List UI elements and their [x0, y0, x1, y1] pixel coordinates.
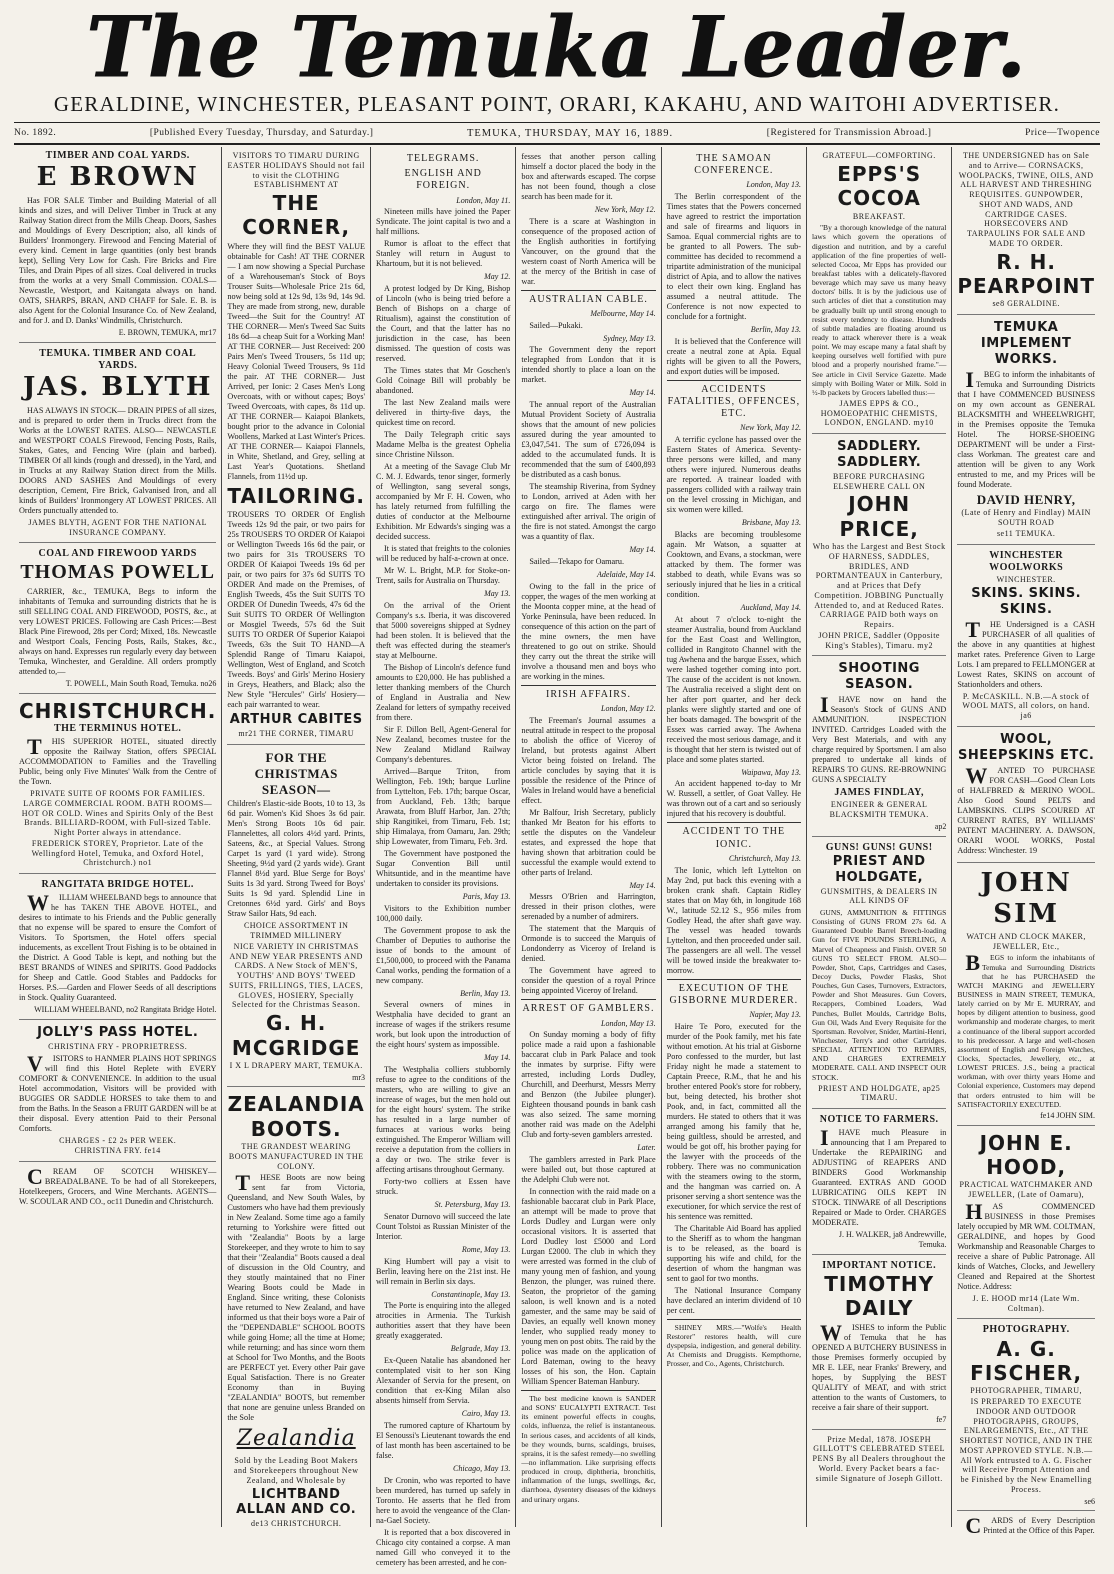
- section-heading: THE SAMOAN CONFERENCE.: [694, 153, 774, 177]
- ad-jollys-pass-hotel: [19, 1025, 216, 1162]
- ad-body: Has FOR SALE Timber and Building Material of all kinds and sizes, and will Deliver Timber in Truck at any Railway Station direct from the Mills Cheap. Doors, Sashes and Mouldings of Every Description; also, all kinds of Builders' Ironmongery. Firewood and Fencing Material of every kind. Cement in large quantities (only best brands kept), Selling Very Low for Cash. Fire Bricks and Fire Tiles, and Drain Pipes of all sizes. Coal delivered in trucks from the works at a very Small Commission. COALS—Newcastle, Westport, and Kaitangata always on hand. OATS, SHARPS, BRAN, AND CHAFF for Sale. E. B. is also Agent for the Colonial Insurance Co. of New Zealand, and for J. and D. Danks' Windmills, Christchurch.: [19, 195, 217, 325]
- health-advertisement: SHINEY MRS.—"Wolfe's Health Restorer" restores health, will cure dyspepsia, indigestion, and general debility. At Chemists and Druggists. Kempthorne, Prosser, and Co., Agents, Christchurch.: [666, 1322, 801, 1369]
- divider: [667, 1319, 801, 1320]
- issue-info-bar: [14, 122, 1100, 145]
- news-paragraph: Blacks are becoming troublesome again. Mr Watson, a squatter at Cooktown, and Evans, a stockman, were attacked by them. The former was stabbed to death, while Evans was so seriously injured that he lies in a critical condition.: [666, 529, 801, 599]
- news-paragraph: Mr W. L. Bright, M.P. for Stoke-on-Trent, sails for Australia on Thursday.: [376, 566, 511, 586]
- news-paragraph: Owing to the fall in the price of copper, the wages of the men working at the Moonta copper mine, at the head of Yorke Peninsula, have been reduced. In consequence of this action on the part of the mine owners, the men have threatened to go out on strike. Should they carry out the threat the strike will involve a thousand men and boys who are working in the mines.: [521, 581, 656, 681]
- ad-signature: JOHN PRICE, Saddler (Opposite King's Stables), Timaru. my2: [818, 630, 940, 650]
- ad-body: WILLIAM WHEELBAND begs to announce that he has TAKEN THE ABOVE HOTEL, and desires to intimate to his Friends and the Public generally that no expense will be spared to ensure the Comfort of Visitors. To Sportsmen, the Hotel offers special inducements, as excellent Trout Fishing is to be obtained in the District. A Good Table is kept, and nothing but the BEST BRANDS of WINES and SPIRITS. Good Paddocks for Sheep and Cattle. Good Stables and Paddocks for Horses. P.S.—Garden and Flower Seeds of all descriptions in Stock. Quality Guaranteed.: [19, 890, 217, 1003]
- column-5: [662, 147, 807, 1527]
- ad-scotch-whiskey: [19, 1164, 217, 1213]
- ad-signature: FREDERICK STOREY, Proprietor. Late of the Wellingford Hotel, Temuka, and Oxford Hotel, Christchurch.) no1: [31, 838, 204, 868]
- ad-priest-and-holdgate: [812, 842, 946, 1110]
- section-heading: IRISH AFFAIRS.: [546, 688, 631, 700]
- ad-signature: JAMES EPPS & CO., HOMOEOPATHIC CHEMISTS, LONDON, ENGLAND. my10: [820, 398, 938, 428]
- news-paragraph: The Porte is enquiring into the alleged atrocities in Armenia. The Turkish authorities assert that they have been greatly exaggerated.: [376, 1301, 511, 1341]
- ad-signature: CHRISTINA FRY. fe14: [74, 1146, 161, 1156]
- section-heading: AUSTRALIAN CABLE.: [529, 293, 648, 305]
- ad-subheading: GUNSMITHS, & DEALERS IN ALL KINDS OF: [820, 886, 938, 906]
- ad-heading: WINCHESTER WOOLWORKS: [989, 549, 1064, 573]
- news-paragraph: An accident happened to-day to Mr W. Russell, a settler, of Goat Valley. He was thrown out of a cart and so seriously injured that his recovery is doubtful.: [666, 779, 801, 819]
- ad-body: WISHES to inform the Public of Temuka that he has OPENED A BUTCHERY BUSINESS in those Premises formerly occupied by MR E. LEE, near Franks' Brewery, and hopes, by Supplying the BEST QUALITY of MEAT, and with strict attention to the wants of Customers, to receive a fair share of their support.: [812, 1319, 947, 1412]
- publication-schedule: [Published Every Tuesday, Thursday, and Saturday.]: [149, 128, 374, 138]
- ad-body: THE Undersigned is a CASH PURCHASER of all qualities of the above in any quantities at highest market rates. Preference Given to Large Lots. I am prepared to FELLMONGER at Lowest Rates, SKINS on account of Stationholders and others.: [957, 616, 1095, 689]
- ad-wool-sheepskins: [957, 732, 1095, 863]
- ad-intro: GRATEFUL—COMFORTING.: [822, 151, 936, 160]
- news-paragraph: Messrs O'Brien and Harrington, dressed in their prison clothes, were serenaded by a number of admirers.: [521, 892, 656, 922]
- news-paragraph: A protest lodged by Dr King, Bishop of Lincoln (who is being tried before a Bench of Bishops on a charge of Ritualism), against the constitution of the Court, and that the latter has no jurisdiction in the case, has been dismissed. The question of costs was reserved.: [376, 284, 511, 364]
- ad-address: ENGINEER & GENERAL BLACKSMITH TEMUKA.: [829, 800, 929, 820]
- ad-body: CARRIER, &c., TEMUKA, Begs to inform the inhabitants of Temuka and surrounding districts that he is still SELLING COAL AND FIREWOOD, POSTS, &c., at very LOWEST PRICES. Following are Cash Prices:—Best Black Pine Firewood, 28s per Cord; Mixed, 18s. Newcastle and Westport Coals, Fencing Posts, Rails, Stakes, &c., always on hand. Expresses run regularly every day between Temuka, Winchester, and Geraldine. All orders promptly attended to,—: [19, 586, 217, 676]
- news-paragraph: Visitors to the Exhibition number 100,000 daily.: [376, 903, 511, 923]
- ad-subheading: PHOTOGRAPHER, TIMARU,: [970, 1386, 1083, 1396]
- advertiser-name: DAVID HENRY,: [976, 491, 1076, 507]
- ad-heading: JOLLY'S PASS HOTEL.: [37, 1025, 199, 1041]
- advertiser-name: PRIEST AND HOLDGATE,: [832, 853, 926, 885]
- news-paragraph: Arrived—Barque Triton, from Wellington, Feb. 19th; barque Lurline from Lyttelton, Feb. 17th; barque Oscar, from Auckland, Feb. 13th; barque Arawata, from Bluff Harbor, Jan. 27th; ship Rangitikei, from Timaru, Feb. 1st; ship Himalaya, from Oamaru, Jan. 29th; ship Lowewater, from Timaru, Feb. 3rd.: [376, 766, 511, 846]
- dateline: Brisbane, May 13.: [741, 518, 801, 528]
- divider: [521, 685, 655, 686]
- dateline: Adelaide, May 14.: [597, 569, 656, 579]
- ad-address: I X L DRAPERY MART, TEMUKA.: [229, 1060, 363, 1070]
- ad-john-sim: [957, 868, 1095, 1126]
- news-paragraph: The Freeman's Journal assumes a neutral attitude in respect to the proposal to abolish the office of Viceroy of Ireland, but protests against Albert Victor being foisted on Ireland. The article concludes by saying that it is possible the residence of the Prince of Wales in Ireland would have a beneficial effect.: [521, 715, 656, 805]
- divider: [667, 979, 801, 980]
- ad-heading: FOR THE CHRISTMAS SEASON—: [254, 749, 338, 797]
- dateline: Paris, May 13.: [462, 891, 511, 901]
- column-2: [222, 147, 371, 1527]
- ad-signature: T. POWELL, Main South Road, Temuka. no26: [65, 678, 217, 688]
- news-paragraph: Haire Te Poro, executed for the murder of the Pook family, met his fate without emotion. At his trial at Gisborne Poro confessed to the murder, but last Friday night he made a statement to Captain Preece, R.M., that he and his brother entered Pook's store for robbery, but, being detected, his brother shot Pook, and, in fact, committed all the murders. He stated to others that it was arranged among his family that he, being guiltless, should be arrested, and would be got off, his brother paying for the lawyer with the proceeds of the robbery. There was no communication with the steamers owing to the storm, and the hangman was carried on. A prisoner serving a short sentence was the executioner, for which service the rest of his sentence was remitted.: [666, 1021, 801, 1221]
- dateline: Waipawa, May 13.: [741, 767, 801, 777]
- advertiser-name: JOHN SIM: [980, 867, 1072, 930]
- advertiser-name: LICHTBAND ALLAN AND CO.: [236, 1486, 357, 1518]
- issue-price: Price—Twopence: [1025, 128, 1100, 138]
- column-6: [807, 147, 952, 1527]
- dateline: London, May 13.: [746, 180, 801, 190]
- ad-body: IHAVE now on hand the Season's Stock of GUNS AND AMMUNITION. INSPECTION INVITED. Cartridges Loaded with the Very Best Materials, and with any charge required by Sportsmen. I am also prepared to undertake all kinds of REPAIRS TO GUNS. RE-BROWNING GUNS A SPECIALTY: [812, 692, 947, 785]
- ad-heading: WOOL, SHEEPSKINS ETC.: [958, 731, 1095, 763]
- ad-signature: WILLIAM WHEELBAND, no2 Rangitata Bridge Hotel.: [34, 1005, 217, 1015]
- ad-body-novelty: NICE VARIETY IN CHRISTMAS AND NEW YEAR PRESENTS AND CARDS. A New Stock of MEN'S, YOUTHS' AND BOYS' TWEED SUITS, FRILLINGS, TIES, LACES, GLOVES, HOSIERY, Specially Selected for the Christmas Season.: [229, 941, 364, 1010]
- dateline: New York, May 12.: [594, 205, 656, 214]
- dateline: Melbourne, May 14.: [590, 308, 656, 318]
- advertiser-name: JOHN E. HOOD,: [979, 1130, 1073, 1179]
- dateline: May 14.: [629, 880, 656, 890]
- column-4: [516, 147, 661, 1527]
- telegrams-section: [376, 153, 510, 1574]
- ad-subheading: TAILORING.: [227, 483, 366, 508]
- ad-notice-to-farmers: [812, 1114, 946, 1255]
- ad-heading: COAL AND FIREWOOD YARDS: [38, 548, 197, 560]
- dateline: May 13.: [484, 589, 511, 599]
- ad-signature: mr21 THE CORNER, TIMARU: [238, 729, 355, 739]
- ad-printing-cards: [957, 1513, 1095, 1542]
- divider: [667, 380, 801, 381]
- ad-signature: JAMES BLYTH, AGENT FOR THE NATIONAL INSURANCE COMPANY.: [28, 517, 207, 537]
- news-paragraph: It is believed that the Conference will create a neutral zone at Apia. Equal rights will be given to all the Powers, and export duties will be imposed.: [666, 336, 801, 376]
- dateline: Belgrade, May 13.: [450, 1344, 511, 1354]
- ad-signature: de13 CHRISTCHURCH.: [251, 1519, 342, 1529]
- news-paragraph: The Berlin correspondent of the Times states that the Powers concerned have agreed to restrict the importation and sale of firearms and liquors in Samoa. Equal commercial rights are to be granted to all Powers. The sub-committee has decided to recommend a tripartite administration of the municipal district of Apia, and to allow the natives to elect their own king. England has assumed a neutral attitude. The Conference is not now expected to conclude for a fortnight.: [666, 192, 801, 322]
- ad-signature: se11 TEMUKA.: [996, 528, 1056, 538]
- advertiser-name: JOHN PRICE,: [839, 492, 919, 541]
- news-paragraph: It is reported that a box discovered in Chicago city contained a corpse. A man named Gill who conveyed it to the cemetery has been arrested, and he con-: [376, 1527, 511, 1567]
- news-paragraph: Sir F. Dillon Bell, Agent-General for New Zealand, becomes trustee for the New Zealand Midland Railway Company's debentures.: [376, 724, 511, 764]
- ad-heading: ZEALANDIA BOOTS.: [227, 1092, 365, 1141]
- ad-body: Where they will find the BEST VALUE obtainable for Cash! AT THE CORNER— I am now showing a Special Purchase of a Warehouseman's Stock of Boys Trouser Suits—Wholesale Price 21s 6d, now being sold at 12s 9d, 13s 9d, 14s 9d. They are made from strong, new, durable Tweed—the Suit for the Country! AT THE CORNER— Men's Tweed Sac Suits 18s 6d—a cheap Suit for a Working Man! AT THE CORNER— Just Received: 200 Pairs Men's Tweed Trousers, 5s 11d up; Heavy Colonial Tweed Trousers, 9s 11d the pair. AT THE CORNER— Just Arrived, per Ionic: 2 Cases Men's Long Overcoats, with or without capes; Boys' Tweed Overcoats, with capes, 8s 11d up. AT THE CORNER— Kaiapoi Blankets, bought prior to the advance in Colonial Woollens, Marked at Last Winter's Prices. AT THE CORNER— Kaiapoi Flannels, in White, Shetland, and Grey, selling at Last Year's Quotations. Shetland Flannels, from 11½d up.: [227, 241, 366, 481]
- news-paragraph: The Government have postponed the Sugar Convention Bill until Whitsuntide, and in the meantime have undertaken to consider its provisions.: [376, 848, 511, 888]
- ad-sold-by: Sold by the Leading Boot Makers and Storekeepers throughout New Zealand, and Wholesale by: [233, 1456, 359, 1485]
- ad-subheading: THE GRANDEST WEARING BOOTS MANUFACTURED IN THE COLONY.: [228, 1142, 364, 1171]
- ad-body: HAS ALWAYS IN STOCK— DRAIN PIPES of all sizes, and is prepared to order them in Trucks direct from the Works at the LOWEST RATES. ALSO— NEWCASTLE and WESTPORT COALS Firewood, Fencing Posts, Rails, Stakes, Gates, and Fencing Wire (plain and barbed). TIMBER Of all kinds (rough and dressed), in the Yard, and in Trucks at any Railway Station direct from the Mills. DOORS AND SASHES And Mouldings of every description, Cement, Fire Brick, Galvanised Iron, and all kinds of Builders' Ironmongery AT LOWEST PRICES. All Orders punctually attended to.: [19, 405, 217, 515]
- ad-body: CARDS of Every Description Printed at the Office of this Paper.: [965, 1513, 1095, 1539]
- ad-woolworks: [957, 550, 1095, 727]
- section-heading: TELEGRAMS.: [406, 153, 480, 164]
- news-paragraph: The Westphalia colliers stubbornly refuse to agree to the conditions of the masters, who are willing to give an increase of wages, but the men hold out for the eight hours' system. The strike has resulted in a large number of furnaces at various works being extinguished. The Emperor William will receive a deputation from the colliers in a day or two. The strike fever is affecting artisans throughout Germany.: [376, 1065, 511, 1175]
- dateline: Auckland, May 14.: [740, 602, 801, 612]
- divider: [521, 290, 655, 291]
- ad-heading: THE CORNER,: [242, 191, 351, 240]
- news-paragraph: Several owners of mines in Westphalia have decided to grant an increase of wages if the strikers resume work, but look upon the introduction of the eight hours' system as impossible.: [376, 1000, 511, 1050]
- news-paragraph: At a meeting of the Savage Club Mr C. M. J. Edwards, tenor singer, formerly of Wellington, sang several songs, accompanied by Mr F. H. Cowen, who has lately returned from fulfilling the duties of conductor at the Melbourne Exhibition. Mr Edwards's singing was a decided success.: [376, 462, 511, 542]
- ad-thomas-powell: [19, 548, 216, 693]
- dateline: May 14.: [629, 545, 656, 555]
- ad-heading: TEMUKA. TIMBER AND COAL YARDS.: [39, 347, 197, 371]
- ad-body: THE UNDERSIGNED has on Sale and to Arrive— CORNSACKS, WOOLPACKS, TWINE, OILS, AND ALL HARVEST AND THRESHING REQUISITES. GUNPOWDER, SHOT AND WADS, AND CARTRIDGE CASES. HORSECOVERS AND TARPAULINS FOR SALE AND MADE TO ORDER.: [958, 151, 1094, 248]
- masthead: [14, 0, 1100, 97]
- ad-signature: J. H. WALKER, ja8 Andrewville, Temuka.: [838, 1230, 947, 1250]
- advertiser-name: A. G. FISCHER,: [970, 1336, 1083, 1385]
- advertiser-name: JAMES FINDLAY,: [834, 787, 924, 799]
- ad-heading: SADDLERY. SADDLERY.: [837, 439, 922, 471]
- ad-signature: P. McCASKILL. N.B.—A stock of WOOL MATS, all colors, on hand. ja6: [962, 691, 1090, 721]
- ad-subheading: CHOICE ASSORTMENT IN TRIMMED MILLINERY: [243, 921, 349, 941]
- ad-subheading: PRACTICAL WATCHMAKER AND JEWELLER, (Late of Oamaru),: [959, 1180, 1093, 1200]
- newspaper-subtitle: GERALDINE, WINCHESTER, PLEASANT POINT, ORARI, KAKAHU, AND WAITOHI ADVERTISER.: [53, 92, 1061, 116]
- ad-body: Who has the Largest and Best Stock OF HARNESS, SADDLES, BRIDLES, AND PORTMANTEAUX in Canterbury, and at Prices that Defy Competition. JOBBING Punctually Attended to, and at Reduced Rates. CARRIAGE PAID both ways on Repairs.: [812, 542, 946, 630]
- news-paragraph: On Sunday morning a body of fifty police made a raid upon a fashionable baccarat club in Park Palace and took the inmates by surprise. Fifty were arrested, including Lords Dudley, Churchill, and Deerhurst, Messrs Merry and Benzon (the Jubilee plunger). Eighteen thousand pounds in bank cash was also seized. The same morning another raid was made on the Adelphi Club and forty-seven gamblers arrested.: [521, 1030, 656, 1140]
- dateline: Rome, May 13.: [461, 1244, 511, 1254]
- news-section: [667, 153, 801, 1374]
- news-paragraph: In connection with the raid made on a fashionable baccarat club in Park Place, an attempt will be made to prove that Lords Dudley and Lurgan were only occasional visitors. It is asserted that Lord Dudley lost £5000 and Lord Lurgan £2000. The club in which they were arrested was formed in the club of many young men of fashion, and young Benzon, the plunger, was ruined there. Seaton, the proprietor of the gaming saloon, is well known and is a noted gamester, and the same may be said of Davies, an equally well known money lender, who supplied ready money to young men on post obits. The raid by the police was made on the application of Lord Bateman, owing to the heavy losses of his son, the Hon. Captain William Spencer Bateman Hanbury.: [521, 1187, 656, 1387]
- dateline: Sydney, May 13.: [603, 333, 656, 343]
- ad-heading: TEMUKA IMPLEMENT WORKS.: [980, 320, 1072, 367]
- ad-terminus-hotel: [19, 699, 216, 875]
- section-subheading: ENGLISH AND FOREIGN.: [404, 168, 482, 192]
- ad-christmas-season: [227, 750, 365, 1088]
- ad-signature: se6: [1084, 1496, 1095, 1506]
- registration-note: [Registered for Transmission Abroad.]: [766, 128, 932, 138]
- advertiser-name: JAS. BLYTH: [22, 372, 213, 403]
- news-paragraph: The Times states that Mr Goschen's Gold Coinage Bill will probably be abandoned.: [376, 366, 511, 396]
- dateline: Later.: [637, 1143, 656, 1153]
- advertiser-name: E BROWN: [36, 162, 199, 193]
- news-paragraph: The Daily Telegraph critic says Madame Melba is the greatest Ophelia since Christine Nilsson.: [376, 430, 511, 460]
- dateline: May 12.: [484, 272, 511, 282]
- ad-address: (Late of Henry and Findlay) MAIN SOUTH ROAD: [961, 508, 1091, 528]
- ad-rangitata-bridge-hotel: [19, 879, 216, 1020]
- advertiser-name: THOMAS POWELL: [20, 561, 216, 584]
- news-paragraph: The Government have agreed to consider the question of a royal Prince being appointed Viceroy of Ireland.: [521, 966, 656, 996]
- dateline: May 14.: [629, 388, 656, 398]
- news-paragraph: Nineteen mills have joined the Paper Syndicate. The joint capital is two and a half millions.: [376, 207, 511, 237]
- ad-john-price-saddlery: [812, 439, 946, 656]
- ad-body: IBEG to inform the inhabitants of Temuka and Surrounding Districts that I have COMMENCED BUSINESS on my own account as GENERAL BLACKSMITH and WHEELWRIGHT, in the Premises opposite the Temuka Hotel. The HORSE-SHOEING DEPARTMENT will be under a First-class Workman. The greatest care and attention will be given to any Work entrusted to me, and my Prices will be found Moderate.: [957, 366, 1095, 489]
- ad-signature: E. BROWN, TEMUKA, mr17: [118, 327, 217, 337]
- news-paragraph: The Government deny the report telegraphed from London that it is intended shortly to place a loan on the market.: [521, 345, 656, 385]
- news-paragraph: Sailed—Tekapo for Oamaru.: [529, 556, 625, 566]
- dateline: Berlin, May 13.: [750, 325, 801, 335]
- divider: [521, 1390, 655, 1391]
- dateline: New York, May 12.: [740, 423, 801, 433]
- ad-features: PRIVATE SUITE OF ROOMS FOR FAMILIES. LARGE COMMERCIAL ROOM. BATH ROOMS—HOT OR COLD. Wines and Spirits Only of the Best Brands. BILLIARD-ROOM, with Full-sized Table. Night Porter always in attendance.: [21, 789, 214, 838]
- news-paragraph: A terrific cyclone has passed over the Eastern States of America. Seventy-three persons were killed, and many others were injured. Numerous deaths are reported. A trainear loaded with passengers collided with a railway train on the level crossing in Michigan, and six women were killed.: [666, 435, 801, 515]
- news-paragraph: Dr Cronin, who was reported to have been murdered, has turned up safely in Toronto. He asserts that he fled from here to avoid the vengeance of the Clan-na-Gael Society.: [376, 1475, 511, 1525]
- ad-body: VISITORS to HANMER PLAINS HOT SPRINGS will find this Hotel Replete with EVERY COMFORT & CONVENIENCE. In addition to the usual Hotel accommodation, Visitors will be provided with BUGGIES OR SADDLE HORSES to take them to and from the Baths. In the Season a FRUIT GARDEN will be at their disposal. Every attention Paid to their Personal Comforts.: [19, 1050, 217, 1133]
- dateline: Napier, May 13.: [749, 1009, 801, 1019]
- column-7: [952, 147, 1100, 1539]
- ad-body: CREAM OF SCOTCH WHISKEY— BREADALBANE. To be had of all Storekeepers, Hotelkeepers, Grocers, and Wine Merchants. AGENTS— W. SCOULAR AND CO., oc11 Dunedin and Christchurch.: [19, 1164, 217, 1207]
- news-paragraph: The annual report of the Australian Mutual Provident Society of Australia shows that the amount of new policies assured during the year amounted to £3,047,541. The sum of £726,094 is added to the accumulated funds. It is recommended that the sum of £400,893 be distributed as a cash bonus.: [521, 400, 656, 480]
- ad-e-brown: [19, 150, 216, 343]
- news-paragraph: Mr Balfour, Irish Secretary, publicly thanked Mr Beaton for his efforts to settle the disputes on the Vandeleur estates, and expressed the hope that having shown that arbitration could be successful the example would extend to other parts of Ireland.: [521, 807, 656, 877]
- column-1: [14, 147, 222, 1527]
- ad-subheading: CHRISTINA FRY - PROPRIETRESS.: [48, 1041, 188, 1051]
- news-paragraph: The Government propose to ask the Chamber of Deputies to authorise the issue of bonds to the amount of £1,500,000, to proceed with the Panama Canal works, pending the formation of a new company.: [376, 925, 511, 985]
- issue-number: No. 1892.: [14, 128, 57, 138]
- ad-intro: VISITORS TO TIMARU DURING EASTER HOLIDAYS Should not fail to visit the CLOTHING ESTABLISHMENT AT: [227, 151, 365, 190]
- ad-signature: fe7: [936, 1414, 947, 1424]
- ad-body: GUNS, AMMUNITION & FITTINGS Consisting of GUNS FROM 27s 6d. A Guaranteed Double Barrel Breech-loading Gun for FIVE POUNDS STERLING, A Marvel of Cheapness and Finish. OVER 50 GUNS TO SELECT FROM. ALSO— Powder, Shot, Caps, Cartridges and Cases, Decoy Ducks, Powder Flasks, Shot Pouches, Gun Cases, Turnovers, Extractors, Powder and Shot Measures. Gun Covers, Recappers, Combined Loaders, Wad Punches, Bullet Moulds, Cartridge Bolts, Gun Oil, Wads And Every Requisite for the Sportsman. Revolver, Snider, Martini-Henri, Winchester, Terry's and other Cartridges. SPECIAL ATTENTION TO REPAIRS, AND CHARGES EXTREMELY MODERATE. CALL AND INSPECT OUR STOCK.: [812, 908, 947, 1082]
- ad-pearpoint: [957, 151, 1095, 315]
- ad-epps-cocoa: [812, 151, 946, 434]
- news-paragraph: The steamship Riverina, from Sydney to London, arrived at Aden with her cargo on fire. The flames were extinguished after arrival. The origin of the fire is not stated. Amongst the cargo was a quantity of flax.: [521, 482, 656, 542]
- ad-body: HAS COMMENCED BUSINESS in those Premises lately occupied by MR WM. COLTMAN, GERALDINE, and hopes by Good Workmanship and Reasonable Charges to receive a share of Public Patronage. All kinds of Watches, Clocks, and Jewellery Cleaned and Repaired at the Shortest Notice. Address:: [957, 1198, 1095, 1291]
- ad-zealandia-boots: [227, 1092, 365, 1534]
- news-paragraph: On the arrival of the Orient Company's s.s. Iberia, it was discovered that 5000 sovereigns shipped at Sydney had been stolen. It is believed that the theft was effected during the steamer's stay at Melbourne.: [376, 600, 511, 660]
- news-paragraph: Sailed—Pukaki.: [529, 320, 583, 330]
- ad-signature: PRIEST AND HOLDGATE, ap25 TIMARU.: [818, 1083, 941, 1103]
- ad-charges: CHARGES - £2 2s PER WEEK.: [59, 1135, 177, 1145]
- ad-heading: CHRISTCHURCH.: [19, 698, 217, 723]
- dateline: Cairo, May 13.: [461, 1409, 511, 1419]
- ad-body: IS PREPARED TO EXECUTE INDOOR AND OUTDOOR PHOTOGRAPHS, GROUPS, ENLARGEMENTS, Etc., AT THE SHORTEST NOTICE, AND IN THE MOST APPROVED STYLE. N.B.—All Work entrusted to A. G. Fischer will Receive Prompt Attention and be Finished by the New Enamelling Process.: [959, 1397, 1093, 1494]
- news-paragraph: The Charitable Aid Board has applied to the Sheriff as to whom the hangman is to be released, as the board is supporting his wife and child, for the desertion of whom the hangman was sent to gaol for two months.: [666, 1223, 801, 1283]
- section-heading: ARREST OF GAMBLERS.: [522, 1003, 655, 1015]
- ad-heading: NOTICE TO FARMERS.: [819, 1114, 939, 1126]
- news-continued: [521, 152, 655, 1510]
- ad-body: THIS SUPERIOR HOTEL, situated directly opposite the Railway Station, offers SPECIAL ACCOMMODATION to Families and the Travelling Public, being only Five Minutes' Walk from the Centre of the Town.: [19, 734, 217, 787]
- ad-shooting-season: [812, 661, 946, 836]
- divider: [521, 999, 655, 1000]
- news-paragraph: King Humbert will pay a visit to Berlin, leaving here on the 21st inst. He will remain in Berlin six days.: [376, 1256, 511, 1286]
- ad-body-tailoring: TROUSERS TO ORDER Of English Tweeds 12s 9d the pair, or two pairs for 25s TROUSERS TO ORDER Of Kaiapoi or Wellington Tweeds 16s 6d the pair, or two pairs for 31s TROUSERS TO ORDER Of Kaiapoi Tweeds 19s 6d per pair, or two pairs for 37s 6d SUITS TO ORDER And made on the Premises, of English Tweeds, 45s the Suit SUITS TO ORDER Of Dunedin Tweeds, 47s 6d the Suit SUITS TO ORDER Of Wellington or Mosgiel Tweeds, 57s 6d the Suit SUITS TO ORDER Of Superior Kaiapoi Tweeds, 63s the Suit TO HAND—A Splendid Range of Timaru Kaiapoi, Wellington, West of England, and Scotch Tweeds. Boys' and Girls' Merino Hosiery in Greys, Heathers, and Black; also the New Style "Hercules" Girls' Hosiery—each pair warranted to wear.: [227, 510, 366, 710]
- ad-body: IHAVE much Pleasure in announcing that I am Prepared to Undertake the REPAIRING and ADJUSTING of REAPERS AND BINDERS Good Workmanship Guaranteed. EXTRAS AND GOOD LUBRICATING OILS KEPT IN STOCK. TINWARE of all Descriptions Repaired or Made to Order. CHARGES MODERATE.: [812, 1125, 947, 1228]
- ad-heading: PHOTOGRAPHY.: [982, 1324, 1070, 1336]
- ad-timothy-daily: [812, 1260, 946, 1430]
- dateline: Christchurch, May 13.: [728, 853, 801, 863]
- news-paragraph: At about 7 o'clock to-night the steamer Australia, bound from Auckland for the East Coast and Wellington, collided in Rangitoto Channel with the tug Awhena and the barque Essex, which were lashed together coming into port. The cause of the accident is not known. The Australia received a slight dent on her after port quarter, and her deck planks were slightly started and one of her boats damaged. The bowsprit of the Essex was carried away. The Awhena received the most serious damage, and it is thought that her stern is twisted out of place and some plates started.: [666, 614, 801, 764]
- dateline: Constantinople, May 13.: [431, 1289, 511, 1299]
- ad-subheading: BREAKFAST.: [852, 211, 906, 221]
- news-paragraph: The gamblers arrested in Park Place were bailed out, but those captured at the Adelphi Club were not.: [521, 1155, 656, 1185]
- ad-heading: SHOOTING SEASON.: [838, 661, 920, 693]
- news-paragraph: The statement that the Marquis of Ormonde is to succeed the Marquis of Londonderry as Viceroy of Ireland is denied.: [521, 924, 656, 964]
- ad-body: BEGS to inform the inhabitants of Temuka and Surrounding Districts that he has PURCHASED the WATCH MAKING and JEWELLERY BUSINESS in MAIN STREET, TEMUKA, lately carried on by Mr E. MURRAY, and hopes by diligent attention to business, good workmanship and moderate charges, to merit a continuance of the liberal support accorded to his predecessor. A large and well-chosen assortment of English and Foreign Watches, Clocks, Spectacles, Jewellery, etc., at LOWEST PRICES. J.S., being a practical workman, with over thirty years Home and Colonial experience, Customers may depend that orders entrusted to him will be SATISFACTORILY EXECUTED.: [957, 950, 1095, 1109]
- issue-date: TEMUKA, THURSDAY, MAY 16, 1889.: [466, 127, 674, 139]
- news-paragraph: Forty-two colliers at Essen have struck.: [376, 1177, 511, 1197]
- ad-photography: [957, 1324, 1095, 1511]
- news-paragraph: Senator Durnovo will succeed the late Count Tolstoi as Russian Minister of the Interior.: [376, 1211, 511, 1241]
- ad-body: "By a thorough knowledge of the natural laws which govern the operations of digestion and nutrition, and by a careful application of the fine properties of well-selected Cocoa, Mr Epps has provided our breakfast tables with a delicately-flavored beverage which may save us many heavy doctors' bills. It is by the judicious use of such articles of diet that a constitution may be gradually built up until strong enough to resist every tendency to disease. Hundreds of subtle maladies are floating around us ready to attack wherever there is a weak point. We may escape many a fatal shaft by keeping ourselves well fortified with pure blood and a properly nourished frame."—See article in Civil Service Gazette. Made simply with Boiling Water or Milk. Sold in ½-lb packets by Grocers labelled thus:—: [812, 223, 947, 397]
- ad-signature: ap2: [934, 821, 947, 831]
- ad-headline: SKINS. SKINS. SKINS.: [971, 585, 1082, 617]
- article-columns: [14, 147, 1100, 1567]
- dateline: St. Petersburg, May 13.: [434, 1200, 511, 1210]
- dateline: London, May 12.: [601, 703, 656, 713]
- news-paragraph: It is stated that freights to the colonies will be reduced by half-a-crown at once.: [376, 544, 511, 564]
- dateline: London, May 11.: [456, 195, 511, 205]
- ad-the-corner: [227, 151, 365, 745]
- section-heading: ACCIDENTS FATALITIES, OFFENCES, ETC.: [667, 383, 801, 420]
- news-paragraph: fesses that another person calling himself a doctor placed the body in the box and afterwards escaped. The corpse has not been found, though a close search has been made for it.: [521, 152, 656, 201]
- ad-intro: BEFORE PURCHASING ELSEWHERE CALL ON: [833, 471, 926, 491]
- column-3: [371, 147, 516, 1567]
- ad-body: WANTED TO PURCHASE FOR CASH—Good Clean Lots of HALFBRED & MERINO WOOL. Also Good Sound PELTS and LAMBSKINS. CLIPS SCOURED AT CURRENT RATES, BY WILLIAMS' PATENT MACHINERY. A. DAWSON, ORARI WOOL WORKS, Postal Address: Winchester. 19: [957, 762, 1095, 855]
- news-paragraph: Ex-Queen Natalie has abandoned her contemplated visit to her son King Alexander of Servia for the present, on condition that ex-King Milan also absents himself from Servia.: [376, 1356, 511, 1406]
- ad-body: THESE Boots are now being sent far from Victoria, Queensland, and New South Wales, by Customers who have had them previously in New Zealand. Some time ago a family returning to Yorkshire were fitted out with "Zealandia" Boots by a large Storekeeper, and they wrote to him to say that their "Zealandia" Boots caused a deal of discussion in the Old Country, and they stoutly maintained that no Finer Wearing Boots could be Made in England. Since writing, these Colonists have returned to New Zealand, and have informed us that their boys wore a Pair of the "DEPENDABLE" SCHOOL BOOTS while going Home; all the time at Home; while returning; and has since worn them at School for Two Months, and the Boots are PERFECT yet. Every other Pair gave Equal Satisfaction. There is no Greater Economy than in Buying "ZEALANDIA" BOOTS, but remember that none are genuine unless Branded on the Sole: [227, 1170, 366, 1423]
- news-paragraph: Rumor is afloat to the effect that Stanley will return in August to Khartoum, but it is not believed.: [376, 239, 511, 269]
- ad-heading: IMPORTANT NOTICE.: [822, 1259, 937, 1271]
- ad-heading: TIMBER AND COAL YARDS.: [45, 150, 190, 161]
- advertiser-name: R. H. PEARPOINT: [957, 249, 1096, 298]
- news-paragraph: The rumored capture of Khartoum by El Senoussi's Lieutenant towards the end of last month has been ascertained to be false.: [376, 1420, 511, 1460]
- advertiser-name: ARTHUR CABITES: [229, 712, 363, 728]
- news-paragraph: The last New Zealand mails were delivered in thirty-five days, the quickest time on record.: [376, 398, 511, 428]
- ad-subheading: WATCH AND CLOCK MAKER, JEWELLER, Etc.,: [966, 931, 1086, 951]
- ad-signature: mr3: [352, 1072, 366, 1082]
- ad-heading: EPPS'S COCOA: [837, 161, 922, 211]
- news-paragraph: The Bishop of Lincoln's defence fund amounts to £20,000. He has published a letter thanking members of the Church of England in Australia and New Zealand for letters of sympathy received from there.: [376, 662, 511, 722]
- ad-gillott-pens: [812, 1435, 946, 1489]
- dateline: May 14.: [484, 1053, 511, 1063]
- ad-implement-works: [957, 320, 1095, 545]
- zealandia-brand-logo: Zealandia: [236, 1426, 356, 1452]
- newspaper-title: The Temuka Leader.: [86, 0, 1028, 97]
- ad-body: Children's Elastic-side Boots, 10 to 13, 3s 6d pair. Women's Kid Shoes 3s 6d pair. Men's Strong Boots 10s 6d pair. Flannelettes, all colors 4½d yard. Prints, Sateens, &c., at Special Values. Strong Carpet 1s yard (1 yard wide). Strong Sheeting, 9½d yard (2 yards wide). Grant Flannel 8½d yard. Blue Serge for Boys' Suits 1s 3d yard. Strong Tweed for Boys' Suits 1s 9d yard. Splendid Line in Cretonnes 6½d yard. Girls' and Boys Straw Sailor Hats, 9d each.: [227, 799, 366, 919]
- news-paragraph: There is a scare at Washington in consequence of the proposed action of the English authorities in fortifying Vancouver, on the ground that the western coast of North America will be at the mercy of the British in case of war.: [521, 216, 656, 286]
- dateline: London, May 13.: [601, 1018, 656, 1028]
- medicine-advertisement: The best medicine known is SANDER and SONS' EUCALYPTI EXTRACT. Test its eminent powerful effects in coughs, colds, influenza, the relief is instantaneous. In serious cases, and accidents of all kinds, be they wounds, burns, scaldings, bruises, sprains, it is the safest remedy—no swelling—no inflammation. Like surprising effects produced in croup, diphtheria, bronchitis, inflammation of the lungs, swellings, &c, diarrhoea, dysentery diseases of the kidneys and urinary organs.: [521, 1394, 656, 1504]
- ad-john-e-hood: [957, 1131, 1095, 1320]
- ad-body: Prize Medal, 1878. JOSEPH GILLOTT'S CELEBRATED STEEL PENS By all Dealers throughout the World. Every Packet bears a fac-simile Signature of Joseph Gillott.: [812, 1434, 946, 1483]
- advertiser-name: G. H. MCGRIDGE: [231, 1011, 361, 1060]
- section-heading: EXECUTION OF THE GISBORNE MURDERER.: [669, 982, 799, 1006]
- news-paragraph: The Ionic, which left Lyttelton on May 2nd, put back this evening with a broken crank shaft. Captain Ridley states that on May 6th, in longitude 168 W., latitude 52.12 S., 956 miles from Godley Head, the after shaft gave way. The vessel was headed towards Lyttelton, and then proceeded under sail. The passengers are all well. The vessel will be towed inside the breakwater to-morrow.: [666, 865, 801, 975]
- ad-signature: J. E. HOOD mr14 (Late Wm. Coltman).: [972, 1293, 1080, 1313]
- ad-signature: se8 GERALDINE.: [992, 299, 1060, 309]
- advertiser-name: TIMOTHY DAILY: [824, 1272, 935, 1321]
- ad-signature: fe14 JOHN SIM.: [1040, 1110, 1095, 1120]
- dateline: Chicago, May 13.: [453, 1463, 511, 1473]
- news-paragraph: The National Insurance Company have declared an interim dividend of 10 per cent.: [666, 1285, 801, 1315]
- divider: [667, 822, 801, 823]
- ad-jas-blyth: [19, 348, 216, 544]
- ad-subheading: THE TERMINUS HOTEL.: [53, 722, 182, 734]
- dateline: Berlin, May 13.: [460, 988, 511, 998]
- ad-subheading: WINCHESTER.: [996, 575, 1056, 585]
- section-heading: ACCIDENT TO THE IONIC.: [682, 826, 786, 850]
- ad-heading: GUNS! GUNS! GUNS!: [825, 841, 933, 853]
- ad-heading: RANGITATA BRIDGE HOTEL.: [41, 879, 194, 891]
